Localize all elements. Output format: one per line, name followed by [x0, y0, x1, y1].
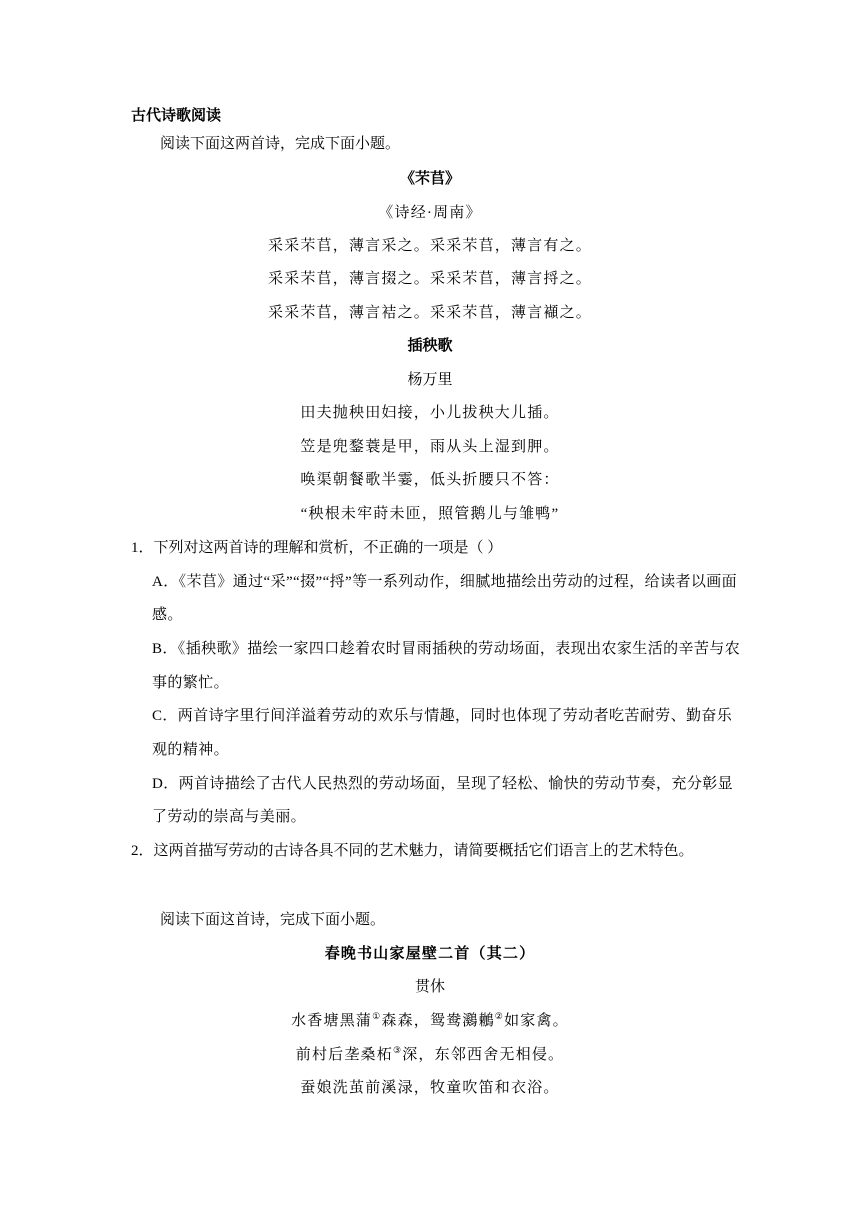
- footnote-marker: ③: [392, 1045, 403, 1055]
- footnote-marker: ②: [494, 1011, 505, 1021]
- footnote-marker: ①: [372, 1011, 382, 1021]
- poem3-line-3: [0, 1078, 860, 1098]
- poem3-line-1-part-3: 如家禽。: [504, 1013, 569, 1029]
- question-number: 2．: [131, 843, 154, 859]
- option-d-line-1: D．两首诗描绘了古代人民热烈的劳动场面，呈现了轻松、愉快的劳动节奏，充分彰显: [152, 776, 734, 792]
- poem3-line-3-text: 蚕娘洗茧前溪渌，牧童吹笛和衣浴。: [300, 1080, 560, 1096]
- option-d-line-2: 了劳动的崇高与美丽。: [152, 809, 307, 825]
- option-a-line-1: A．《芣苢》通过“采”“掇”“捋”等一系列动作，细腻地描绘出劳动的过程，给读者以画面: [152, 574, 738, 590]
- option-c-line-2: 观的精神。: [152, 742, 230, 758]
- passage2-instruction: 阅读下面这首诗，完成下面小题。: [160, 912, 386, 928]
- poem3-line-2: [0, 1045, 860, 1065]
- poem3-title: 春晚书山家屋壁二首（其二）: [324, 946, 536, 962]
- poem1-line-1: 采采芣苢，薄言采之。采采芣苢，薄言有之。: [267, 238, 592, 254]
- question-number: 1．: [131, 540, 154, 556]
- poem1-title: 《芣苢》: [399, 171, 460, 187]
- poem2-line-4: “秧根未牢莳未匝，照管鹅儿与雏鸭”: [300, 506, 560, 522]
- poem1-line-3: 采采芣苢，薄言袺之。采采芣苢，薄言襭之。: [267, 305, 592, 321]
- section-title: 古代诗歌阅读: [131, 106, 222, 124]
- passage1-instruction: 阅读下面这两首诗，完成下面小题。: [160, 136, 401, 152]
- poem1-line-2: 采采芣苢，薄言掇之。采采芣苢，薄言捋之。: [267, 271, 592, 287]
- poem3-line-2-part-2: 深，东邻西舍无相侵。: [402, 1047, 565, 1063]
- option-b-line-2: 事的繁忙。: [152, 675, 230, 691]
- poem2-line-3: 唤渠朝餐歌半霎，低头折腰只不答：: [300, 472, 560, 488]
- question-2: [131, 841, 694, 861]
- question-stem: 下列对这两首诗的理解和赏析，不正确的一项是（ ）: [153, 540, 503, 556]
- poem1-author: 《诗经·周南》: [378, 205, 482, 221]
- poem3-line-1-part-2: 森森，鸳鸯鸂鶒: [381, 1013, 495, 1029]
- poem3-author: 贯休: [414, 979, 445, 995]
- poem2-line-2: 笠是兜鍪蓑是甲，雨从头上湿到胛。: [300, 439, 560, 455]
- option-c-line-1: C．两首诗字里行间洋溢着劳动的欢乐与情趣，同时也体现了劳动者吃苦耐劳、勤奋乐: [152, 708, 733, 724]
- question-1: [131, 538, 502, 558]
- poem2-line-1: 田夫抛秧田妇接，小儿拔秧大儿插。: [300, 405, 560, 421]
- poem3-line-1: [0, 1011, 860, 1031]
- poem3-line-2-part-1: 前村后垄桑柘: [295, 1047, 393, 1063]
- poem3-line-1-part-1: 水香塘黑蒲: [291, 1013, 373, 1029]
- poem2-title: 插秧歌: [407, 338, 453, 354]
- option-a-line-2: 感。: [152, 607, 183, 623]
- poem2-author: 杨万里: [407, 372, 453, 388]
- option-b-line-1: B．《插秧歌》描绘一家四口趁着农时冒雨插秧的劳动场面，表现出农家生活的辛苦与农: [152, 641, 741, 657]
- question-stem: 这两首描写劳动的古诗各具不同的艺术魅力，请简要概括它们语言上的艺术特色。: [153, 843, 694, 859]
